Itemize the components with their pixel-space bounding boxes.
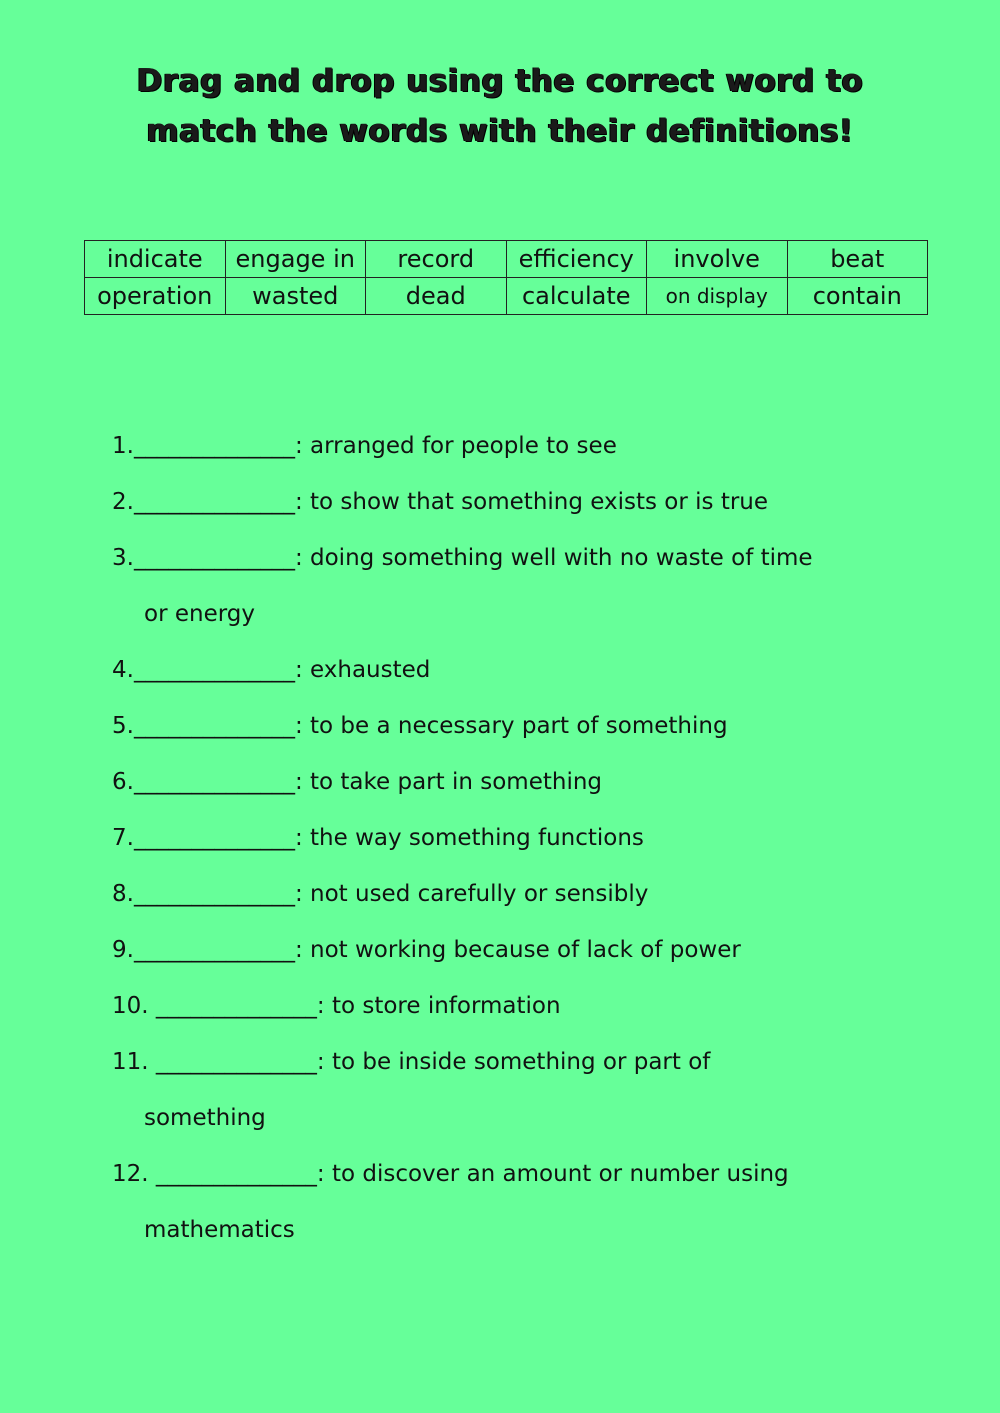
question-item: [112, 1034, 928, 1146]
question-definition: : to discover an amount or number using: [316, 1161, 789, 1187]
question-item: [112, 474, 928, 530]
question-number: 9.: [112, 937, 134, 963]
answer-drop-zone[interactable]: ______________: [155, 1161, 317, 1187]
answer-drop-zone[interactable]: ______________: [133, 881, 295, 907]
word-bank-item[interactable]: indicate: [85, 241, 226, 278]
question-number: 3.: [112, 545, 134, 571]
question-definition: : to be inside something or part of: [316, 1049, 711, 1075]
word-bank-item[interactable]: beat: [787, 241, 928, 278]
answer-drop-zone[interactable]: ______________: [133, 937, 295, 963]
question-number: 7.: [112, 825, 134, 851]
question-number: 6.: [112, 769, 134, 795]
question-definition: : to store information: [316, 993, 561, 1019]
question-list: [112, 418, 928, 1258]
word-bank-item[interactable]: efficiency: [506, 241, 647, 278]
question-item: [112, 866, 928, 922]
question-item: [112, 810, 928, 866]
answer-drop-zone[interactable]: ______________: [133, 489, 295, 515]
word-bank-row-1: [85, 241, 928, 278]
answer-drop-zone[interactable]: ______________: [133, 769, 295, 795]
question-number: 12.: [112, 1161, 156, 1187]
question-number: 11.: [112, 1049, 156, 1075]
question-number: 5.: [112, 713, 134, 739]
question-definition: : to be a necessary part of something: [294, 713, 728, 739]
question-item: [112, 642, 928, 698]
question-item: [112, 1146, 928, 1258]
worksheet-title: [60, 56, 940, 156]
answer-drop-zone[interactable]: ______________: [155, 993, 317, 1019]
question-item: [112, 530, 928, 642]
question-number: 1.: [112, 433, 134, 459]
question-definition-continuation: or energy: [144, 601, 255, 627]
word-bank-item[interactable]: involve: [647, 241, 788, 278]
question-number: 8.: [112, 881, 134, 907]
word-bank-item[interactable]: dead: [366, 278, 507, 315]
title-line-2: match the words with their definitions!: [146, 113, 854, 149]
question-definition: : the way something functions: [294, 825, 644, 851]
word-bank-table: [84, 240, 928, 315]
question-number: 2.: [112, 489, 134, 515]
answer-drop-zone[interactable]: ______________: [133, 657, 295, 683]
question-definition: : exhausted: [294, 657, 431, 683]
title-line-1: Drag and drop using the correct word to: [136, 63, 864, 99]
question-definition: : not used carefully or sensibly: [294, 881, 649, 907]
question-item: [112, 922, 928, 978]
answer-drop-zone[interactable]: ______________: [133, 825, 295, 851]
word-bank-item[interactable]: engage in: [225, 241, 366, 278]
answer-drop-zone[interactable]: ______________: [133, 713, 295, 739]
question-definition: : doing something well with no waste of time: [294, 545, 813, 571]
question-definition-continuation: mathematics: [144, 1217, 295, 1243]
question-definition: : not working because of lack of power: [294, 937, 741, 963]
word-bank-item[interactable]: calculate: [506, 278, 647, 315]
answer-drop-zone[interactable]: ______________: [155, 1049, 317, 1075]
word-bank-item[interactable]: record: [366, 241, 507, 278]
word-bank-row-2: [85, 278, 928, 315]
question-item: [112, 418, 928, 474]
word-bank-item[interactable]: contain: [787, 278, 928, 315]
word-bank-item[interactable]: wasted: [225, 278, 366, 315]
question-definition: : arranged for people to see: [294, 433, 617, 459]
answer-drop-zone[interactable]: ______________: [133, 433, 295, 459]
question-definition: : to show that something exists or is true: [294, 489, 769, 515]
question-number: 4.: [112, 657, 134, 683]
question-definition-continuation: something: [144, 1105, 266, 1131]
word-bank-item[interactable]: on display: [647, 278, 788, 315]
word-bank-item[interactable]: operation: [85, 278, 226, 315]
question-definition: : to take part in something: [294, 769, 603, 795]
question-item: [112, 978, 928, 1034]
answer-drop-zone[interactable]: ______________: [133, 545, 295, 571]
question-item: [112, 754, 928, 810]
question-item: [112, 698, 928, 754]
question-number: 10.: [112, 993, 156, 1019]
